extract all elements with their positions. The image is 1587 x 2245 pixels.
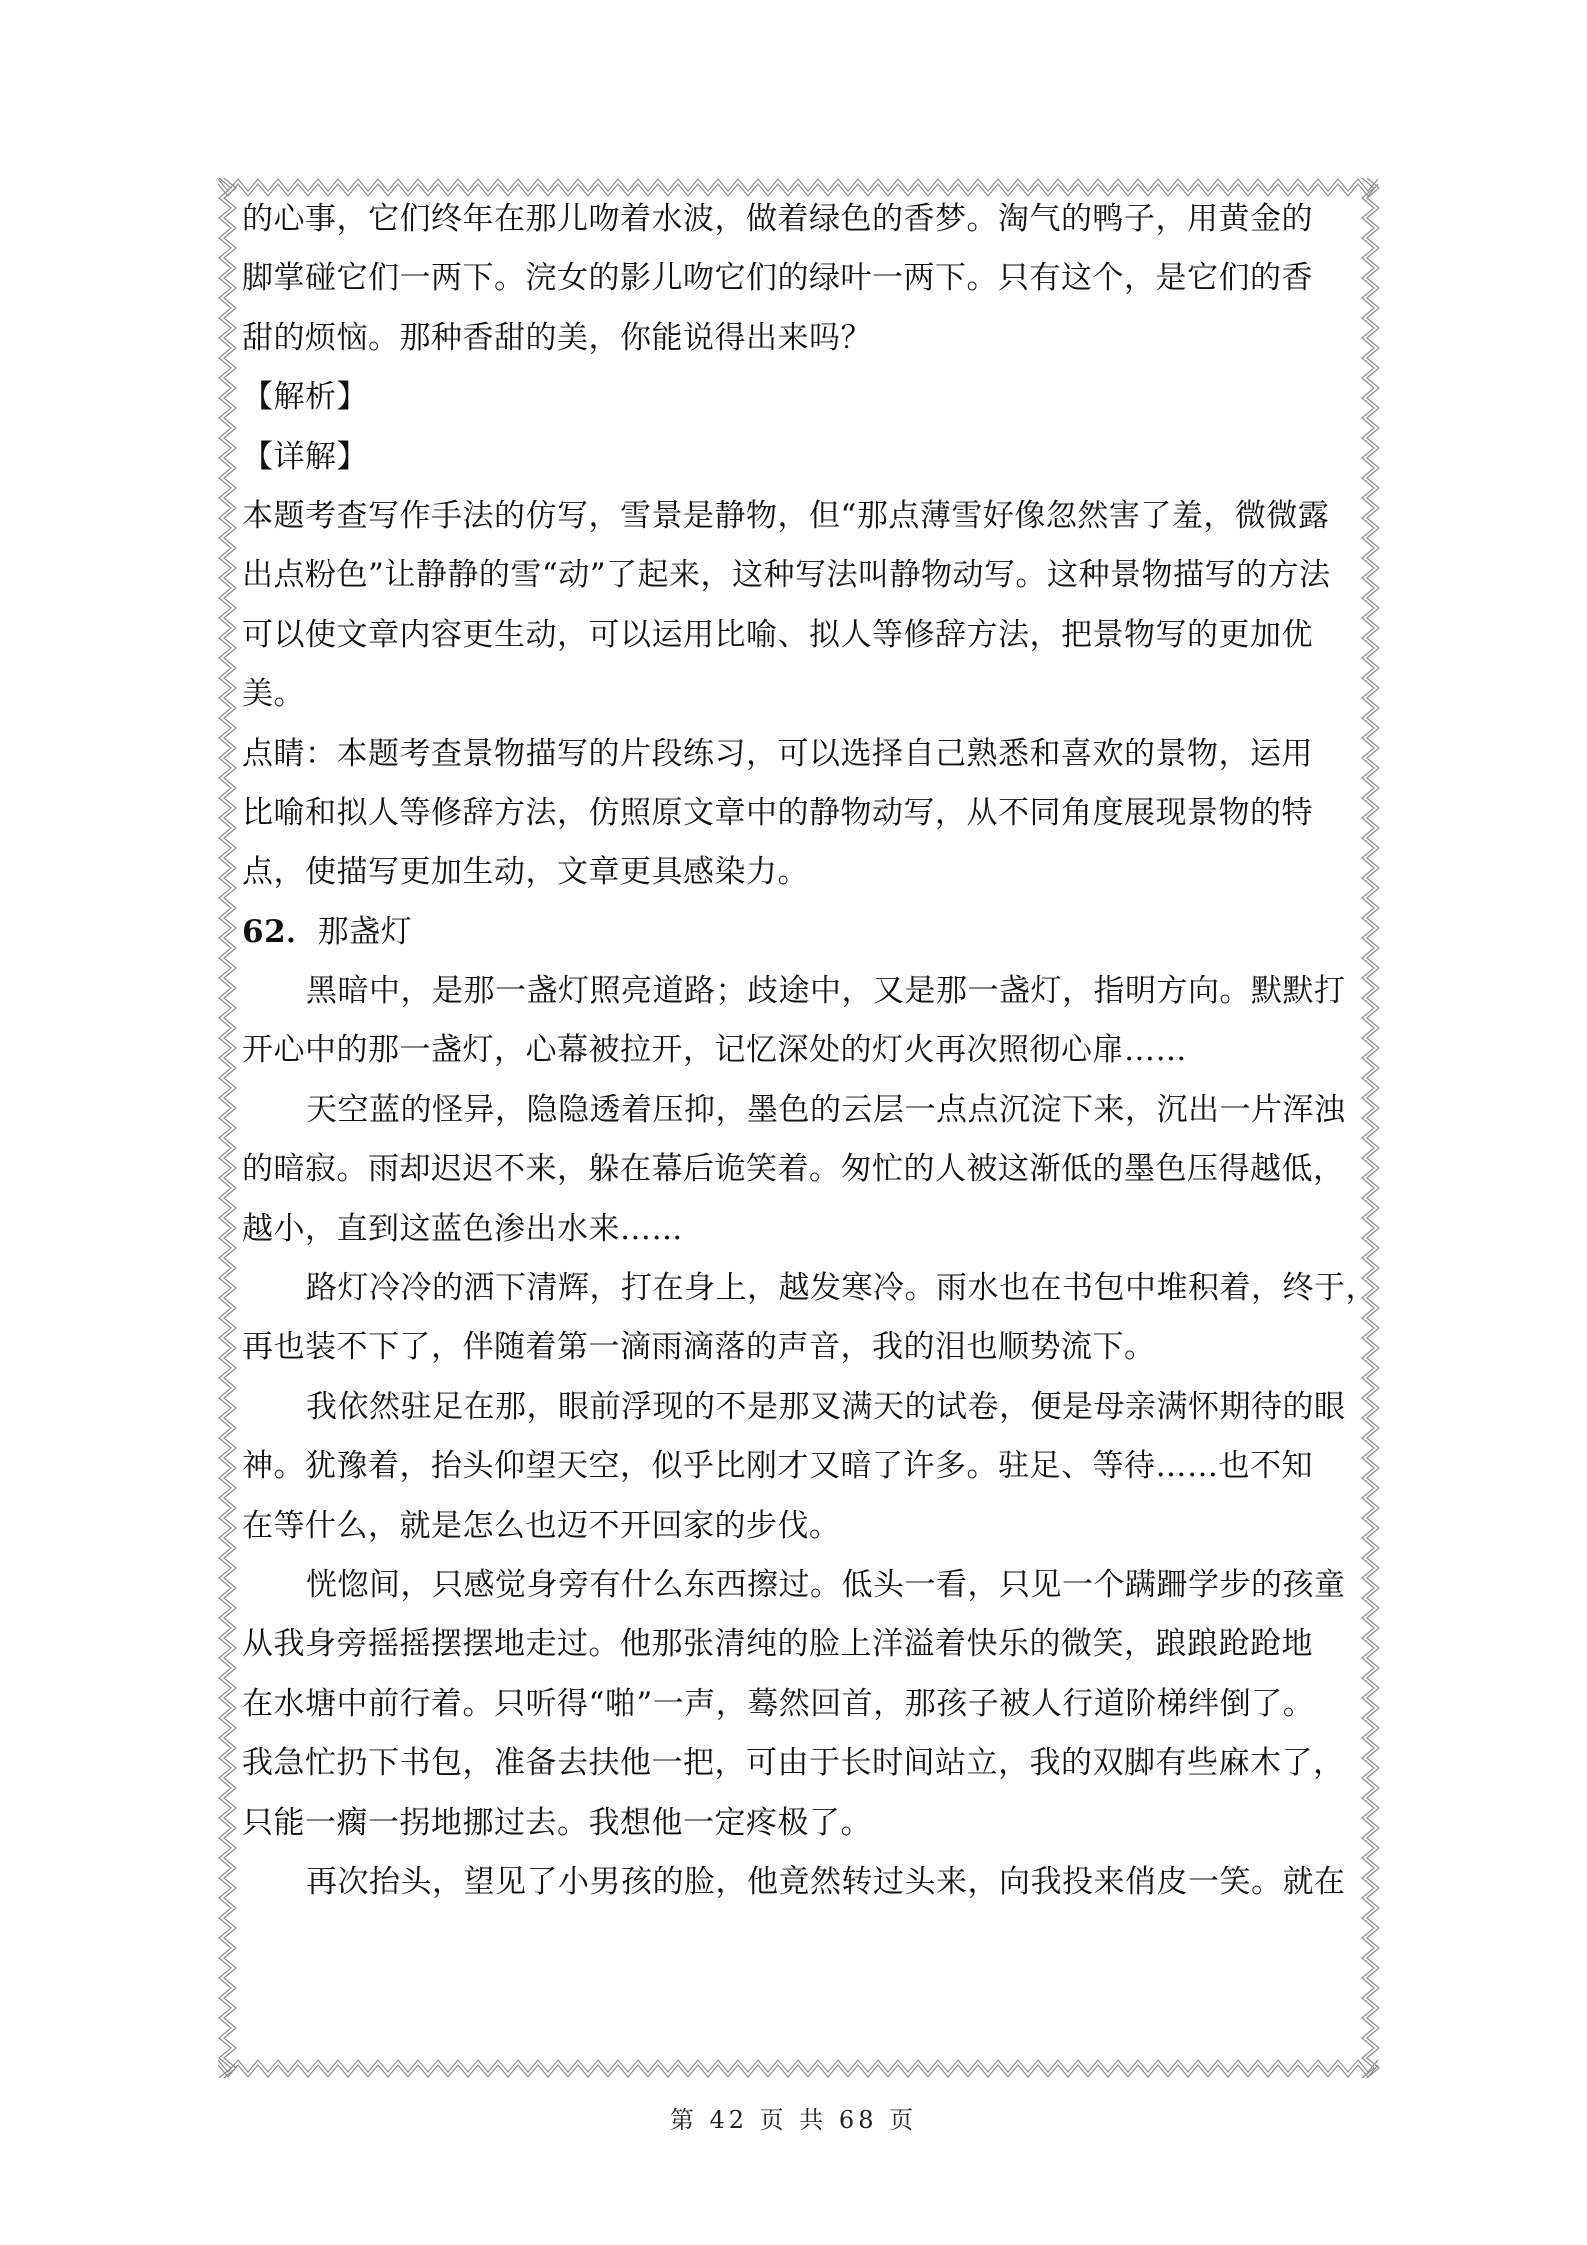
document-body: [242, 190, 1377, 1912]
story-line: 在等什么，就是怎么也迈不开回家的步伐。: [242, 1507, 841, 1544]
story-line: 只能一瘸一拐地挪过去。我想他一定疼极了。: [242, 1804, 872, 1841]
question-number: 62．: [242, 913, 318, 950]
question-heading: [242, 903, 1356, 962]
page-footer: 第 42 页 共 68 页: [669, 2106, 918, 2134]
text-line: 美。: [242, 676, 305, 713]
story-line: 神。犹豫着，抬头仰望天空，似乎比刚才又暗了许多。驻足、等待……也不知: [242, 1448, 1313, 1485]
section-heading-explanation: 【详解】: [242, 438, 368, 475]
story-line: 越小，直到这蓝色渗出水来……: [242, 1210, 683, 1247]
story-paragraph-line: 黑暗中，是那一盏灯照亮道路；歧途中，又是那一盏灯，指明方向。默默打: [306, 973, 1346, 1010]
question-title: 那盏灯: [317, 913, 413, 950]
story-paragraph-line: 再次抬头，望见了小男孩的脸，他竟然转过头来，向我投来俏皮一笑。就在: [306, 1863, 1346, 1900]
text-line: 可以使文章内容更生动，可以运用比喻、拟人等修辞方法，把景物写的更加优: [242, 616, 1313, 653]
section-heading-analysis: 【解析】: [242, 379, 368, 416]
story-line: 在水塘中前行着。只听得“啪”一声，蓦然回首，那孩子被人行道阶梯绊倒了。: [242, 1685, 1315, 1722]
text-line: 脚掌碰它们一两下。浣女的影儿吻它们的绿叶一两下。只有这个，是它们的香: [242, 260, 1313, 297]
story-paragraph-line: 恍惚间，只感觉身旁有什么东西擦过。低头一看，只见一个蹒跚学步的孩童: [306, 1566, 1346, 1603]
text-line: 点睛：本题考查景物描写的片段练习，可以选择自己熟悉和喜欢的景物，运用: [242, 735, 1313, 772]
story-line: 我急忙扔下书包，准备去扶他一把，可由于长时间站立，我的双脚有些麻木了，: [242, 1745, 1345, 1782]
story-line: 开心中的那一盏灯，心幕被拉开，记忆深处的灯火再次照彻心扉……: [242, 1032, 1187, 1069]
text-line: 点，使描写更加生动，文章更具感染力。: [242, 854, 809, 891]
text-line: 出点粉色”让静静的雪“动”了起来，这种写法叫静物动写。这种景物描写的方法: [242, 557, 1331, 594]
text-line: 比喻和拟人等修辞方法，仿照原文章中的静物动写，从不同角度展现景物的特: [242, 794, 1313, 831]
text-line: 的心事，它们终年在那儿吻着水波，做着绿色的香梦。淘气的鸭子，用黄金的: [242, 201, 1313, 237]
story-paragraph-line: 我依然驻足在那，眼前浮现的不是那叉满天的试卷，便是母亲满怀期待的眼: [306, 1388, 1346, 1425]
story-line: 的暗寂。雨却迟迟不来，躲在幕后诡笑着。匆忙的人被这渐低的墨色压得越低，: [242, 1151, 1345, 1188]
story-paragraph-line: 天空蓝的怪异，隐隐透着压抑，墨色的云层一点点沉淀下来，沉出一片浑浊: [306, 1091, 1346, 1128]
text-line: 本题考查写作手法的仿写，雪景是静物，但“那点薄雪好像忽然害了羞，微微露: [242, 497, 1330, 534]
story-line: 再也装不下了，伴随着第一滴雨滴落的声音，我的泪也顺势流下。: [242, 1329, 1156, 1366]
story-line: 从我身旁摇摇摆摆地走过。他那张清纯的脸上洋溢着快乐的微笑，踉踉跄跄地: [242, 1626, 1313, 1663]
text-line: 甜的烦恼。那种香甜的美，你能说得出来吗？: [242, 319, 872, 356]
border-zigzag-line: [218, 2060, 1378, 2072]
story-paragraph-line: 路灯冷冷的洒下清辉，打在身上，越发寒冷。雨水也在书包中堆积着，终于，: [306, 1270, 1377, 1307]
